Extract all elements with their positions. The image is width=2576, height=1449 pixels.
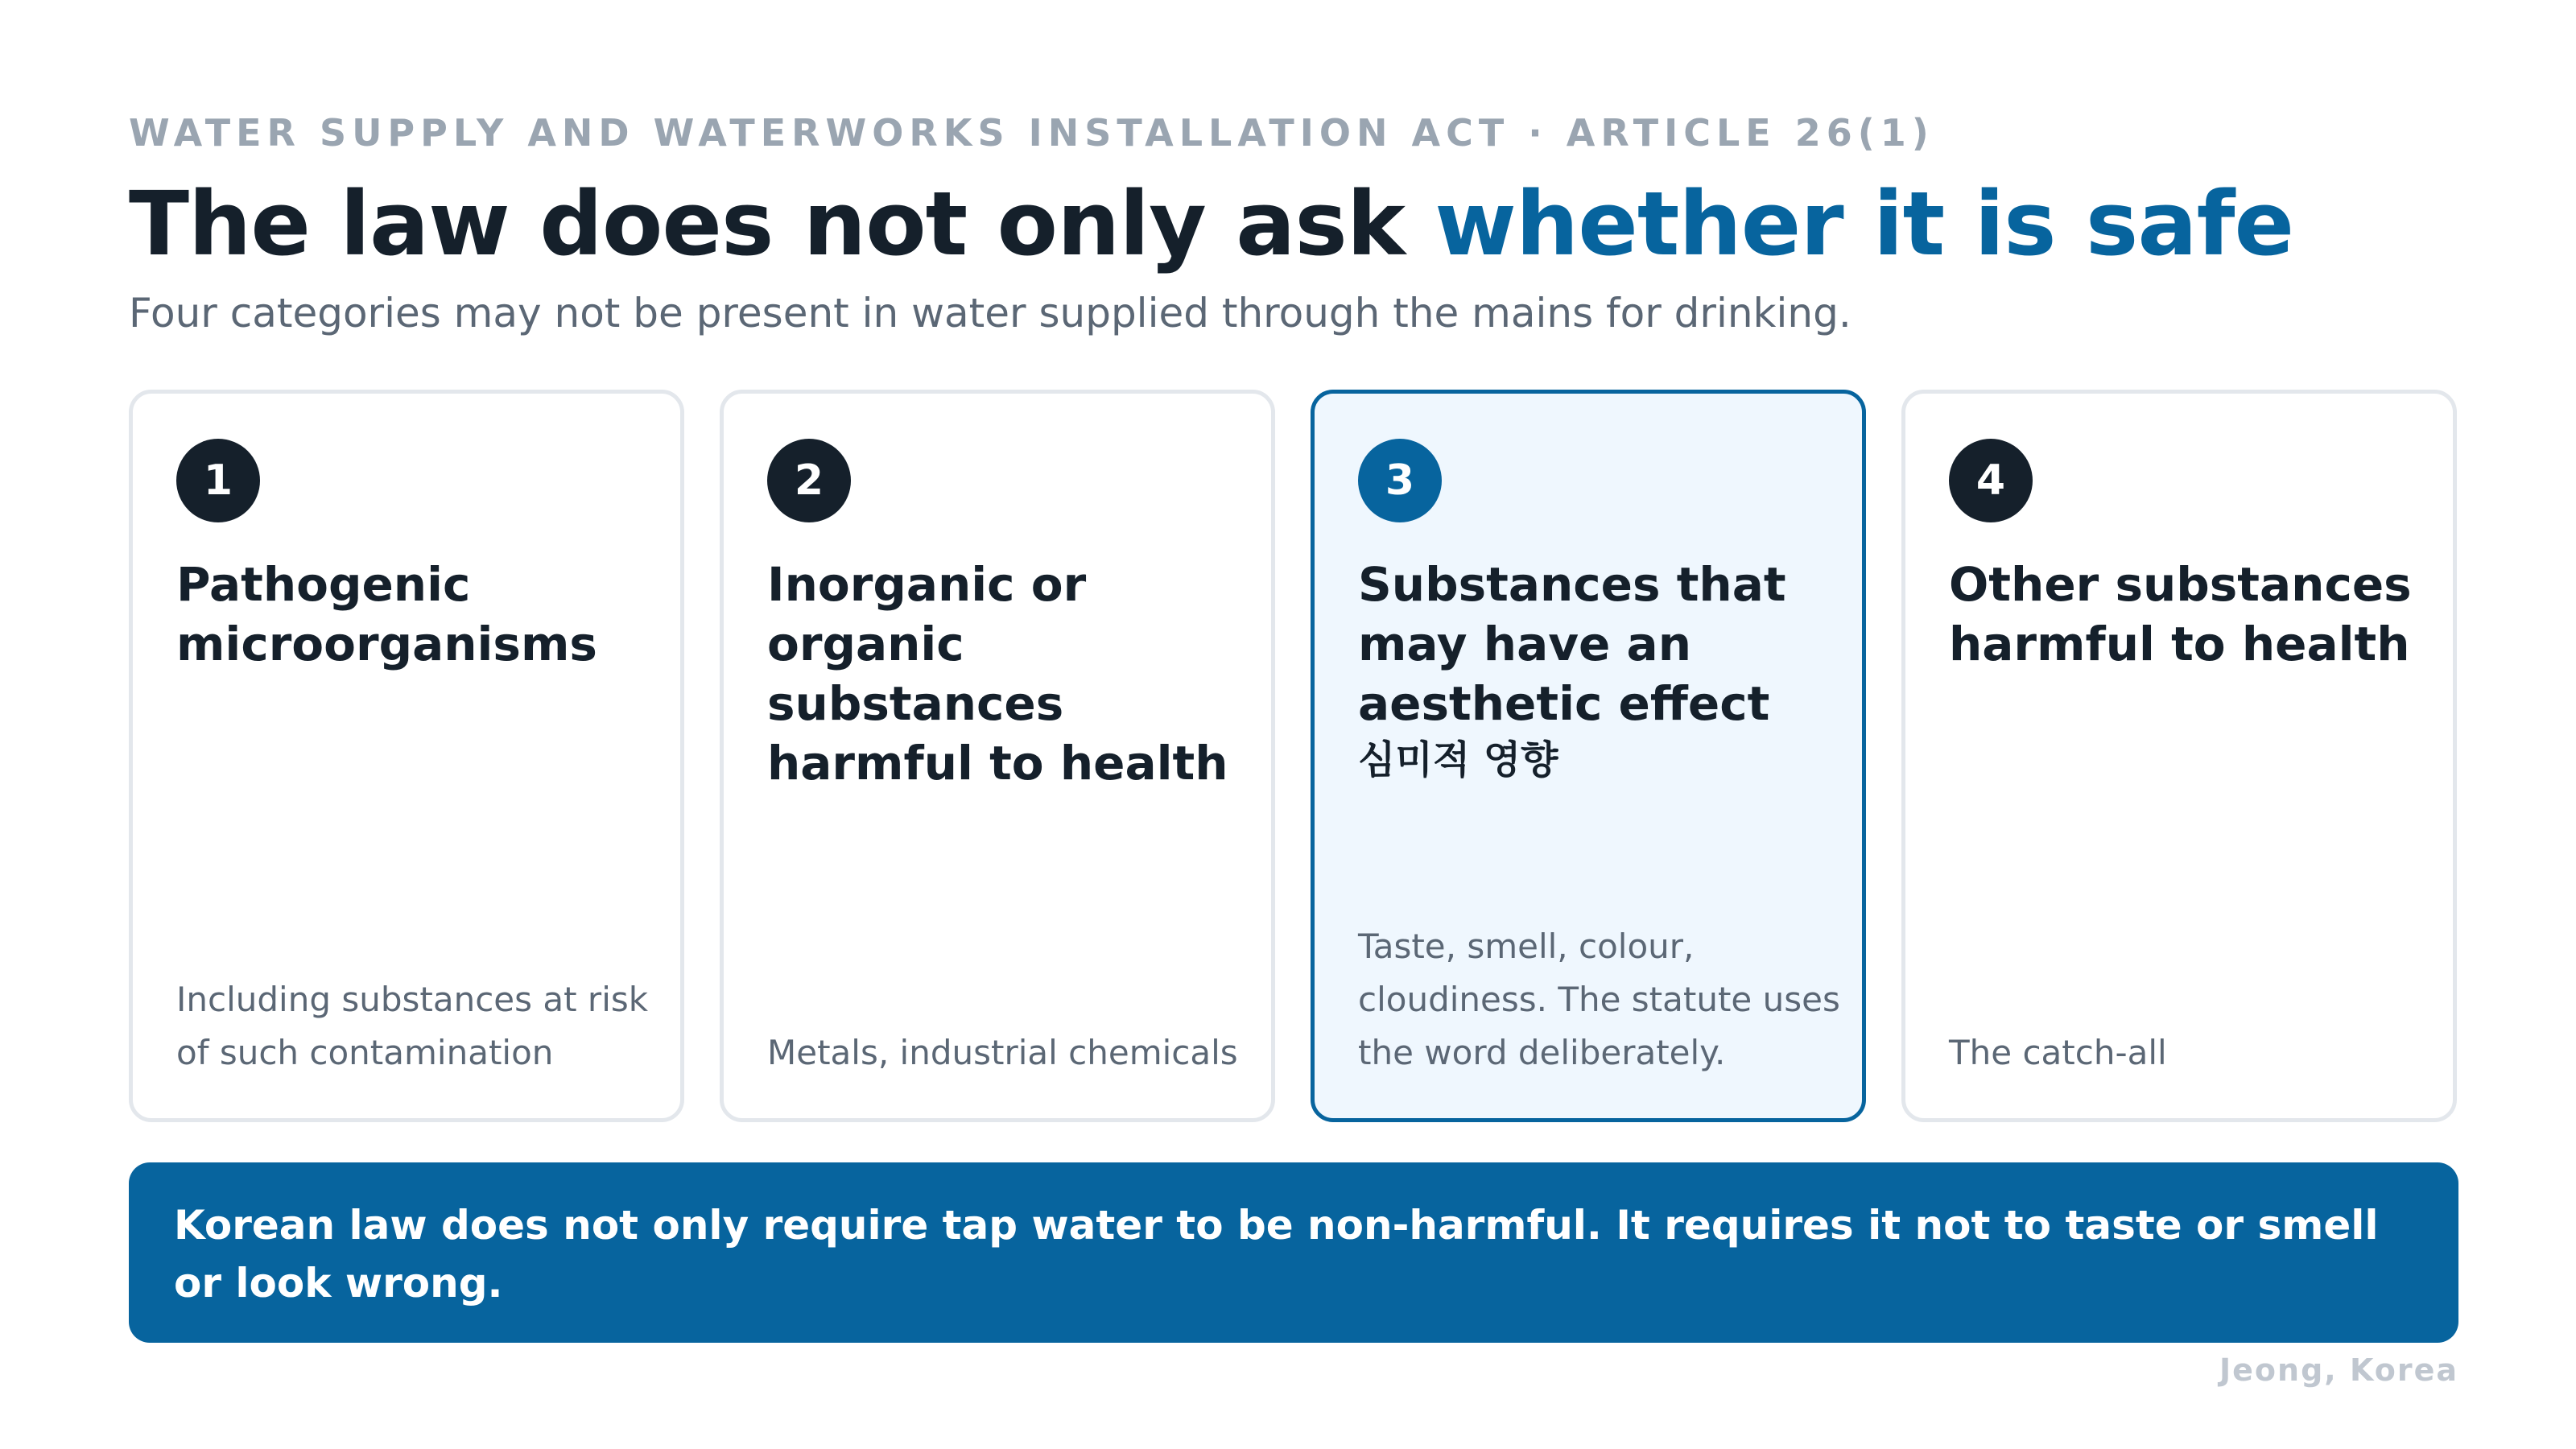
summary-banner bbox=[129, 1162, 2458, 1343]
credit-line: Jeong, Korea bbox=[2219, 1352, 2458, 1388]
card-description: Metals, industrial chemicals bbox=[767, 1033, 1238, 1072]
category-card-2 bbox=[720, 390, 1275, 1122]
headline-accent: whether it is safe bbox=[1435, 172, 2294, 275]
category-card-3 bbox=[1311, 390, 1866, 1122]
card-title bbox=[1358, 555, 1841, 786]
kicker: WATER SUPPLY AND WATERWORKS INSTALLATION ACT · ARTICLE 26(1) bbox=[129, 111, 1934, 155]
card-title bbox=[767, 555, 1250, 793]
card-title bbox=[176, 555, 659, 674]
category-cards bbox=[129, 390, 2458, 1122]
card-korean-note: 심미적 영향 bbox=[1358, 737, 1558, 782]
subtitle: Four categories may not be present in water supplied through the mains for drinking. bbox=[129, 290, 1852, 336]
card-title-text: Pathogenic microorganisms bbox=[176, 557, 597, 671]
card-number-badge: 1 bbox=[176, 439, 260, 522]
card-description: The catch-all bbox=[1949, 1033, 2167, 1072]
card-number-badge: 4 bbox=[1949, 439, 2033, 522]
card-description: Taste, smell, colour, cloudiness. The statute uses the word deliberately. bbox=[1358, 927, 1840, 1072]
card-title-text: Substances that may have an aesthetic effect bbox=[1358, 557, 1786, 731]
category-card-4 bbox=[1901, 390, 2457, 1122]
summary-banner-text: Korean law does not only require tap water to be non-harmful. It requires it not to taste or smell or look wrong. bbox=[174, 1202, 2379, 1307]
card-number-badge: 2 bbox=[767, 439, 851, 522]
card-number-badge: 3 bbox=[1358, 439, 1442, 522]
card-title-text: Other substances harmful to health bbox=[1949, 557, 2412, 671]
card-title bbox=[1949, 555, 2432, 674]
card-description: Including substances at risk of such contamination bbox=[176, 980, 649, 1072]
headline bbox=[129, 171, 2293, 277]
headline-lead: The law does not only ask bbox=[129, 172, 1435, 275]
card-title-text: Inorganic or organic substances harmful to health bbox=[767, 557, 1228, 791]
category-card-1 bbox=[129, 390, 684, 1122]
